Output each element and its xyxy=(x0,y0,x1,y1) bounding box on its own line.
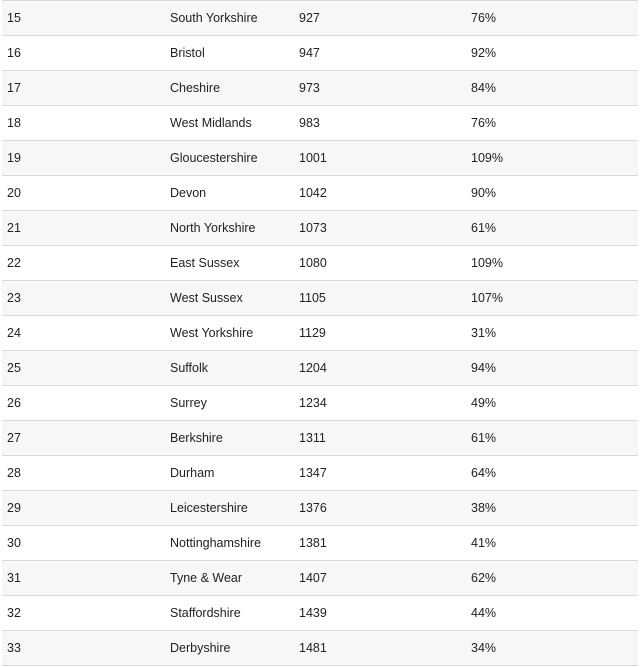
county-cell: East Sussex xyxy=(170,256,240,270)
percent-cell: 61% xyxy=(471,431,497,445)
number-cell: 947 xyxy=(299,46,320,60)
rank-cell: 27 xyxy=(7,431,21,445)
rank-cell: 26 xyxy=(7,396,21,410)
county-cell: West Yorkshire xyxy=(170,326,254,340)
number-cell: 1439 xyxy=(299,606,327,620)
county-cell: Nottinghamshire xyxy=(170,536,262,550)
number-cell: 1073 xyxy=(299,221,327,235)
number-cell: 1311 xyxy=(299,431,326,445)
percent-cell: 109% xyxy=(471,151,503,165)
number-cell: 983 xyxy=(299,116,320,130)
rank-cell: 17 xyxy=(7,81,21,95)
table-row xyxy=(2,596,638,631)
percent-cell: 107% xyxy=(471,291,503,305)
rank-cell: 21 xyxy=(7,221,21,235)
county-cell: Devon xyxy=(170,186,207,200)
rank-cell: 24 xyxy=(7,326,21,340)
rank-cell: 20 xyxy=(7,186,21,200)
number-cell: 1481 xyxy=(299,641,327,655)
number-cell: 1204 xyxy=(299,361,327,375)
county-cell: Staffordshire xyxy=(170,606,241,620)
number-cell: 973 xyxy=(299,81,320,95)
percent-cell: 109% xyxy=(471,256,503,270)
rank-cell: 23 xyxy=(7,291,21,305)
rank-cell: 25 xyxy=(7,361,21,375)
table-row xyxy=(2,176,638,211)
table-row xyxy=(2,421,638,456)
county-cell: Surrey xyxy=(170,396,207,410)
county-cell: West Midlands xyxy=(170,116,252,130)
county-cell: Gloucestershire xyxy=(170,151,258,165)
table-row xyxy=(2,106,638,141)
county-cell: North Yorkshire xyxy=(170,221,256,235)
percent-cell: 64% xyxy=(471,466,497,480)
number-cell: 1129 xyxy=(299,326,326,340)
rank-cell: 18 xyxy=(7,116,21,130)
county-cell: West Sussex xyxy=(170,291,243,305)
rank-cell: 15 xyxy=(7,11,21,25)
percent-cell: 90% xyxy=(471,186,497,200)
percent-cell: 49% xyxy=(471,396,497,410)
percent-cell: 76% xyxy=(471,116,497,130)
county-cell: Leicestershire xyxy=(170,501,248,515)
percent-cell: 94% xyxy=(471,361,497,375)
number-cell: 1001 xyxy=(299,151,327,165)
county-cell: Berkshire xyxy=(170,431,223,445)
number-cell: 1080 xyxy=(299,256,327,270)
table-row xyxy=(2,631,638,666)
table-row xyxy=(2,351,638,386)
table-row xyxy=(2,456,638,491)
number-cell: 1105 xyxy=(299,291,326,305)
table-row xyxy=(2,246,638,281)
rank-cell: 32 xyxy=(7,606,21,620)
table-row xyxy=(2,211,638,246)
rank-cell: 28 xyxy=(7,466,21,480)
table-row xyxy=(2,561,638,596)
table-row xyxy=(2,141,638,176)
county-cell: Cheshire xyxy=(170,81,221,95)
percent-cell: 34% xyxy=(471,641,497,655)
table-row xyxy=(2,491,638,526)
table-row xyxy=(2,386,638,421)
rank-cell: 29 xyxy=(7,501,21,515)
county-cell: South Yorkshire xyxy=(170,11,258,25)
rank-cell: 22 xyxy=(7,256,21,270)
rank-cell: 31 xyxy=(7,571,21,585)
rank-cell: 33 xyxy=(7,641,21,655)
percent-cell: 76% xyxy=(471,11,497,25)
table-row xyxy=(2,316,638,351)
table-row xyxy=(2,281,638,316)
table-row xyxy=(2,71,638,106)
county-cell: Suffolk xyxy=(170,361,208,375)
percent-cell: 41% xyxy=(471,536,497,550)
rank-cell: 16 xyxy=(7,46,21,60)
number-cell: 1042 xyxy=(299,186,327,200)
number-cell: 1376 xyxy=(299,501,327,515)
number-cell: 927 xyxy=(299,11,320,25)
number-cell: 1234 xyxy=(299,396,327,410)
percent-cell: 31% xyxy=(471,326,497,340)
table-row xyxy=(2,526,638,561)
percent-cell: 44% xyxy=(471,606,497,620)
table-row xyxy=(2,1,638,36)
rank-cell: 19 xyxy=(7,151,21,165)
county-cell: Derbyshire xyxy=(170,641,231,655)
county-cell: Bristol xyxy=(170,46,205,60)
rank-cell: 30 xyxy=(7,536,21,550)
percent-cell: 92% xyxy=(471,46,497,60)
percent-cell: 62% xyxy=(471,571,497,585)
percent-cell: 61% xyxy=(471,221,497,235)
percent-cell: 84% xyxy=(471,81,497,95)
county-cell: Tyne & Wear xyxy=(170,571,243,585)
table-row xyxy=(2,36,638,71)
percent-cell: 38% xyxy=(471,501,497,515)
ranking-table xyxy=(2,0,638,666)
county-cell: Durham xyxy=(170,466,215,480)
number-cell: 1347 xyxy=(299,466,327,480)
number-cell: 1407 xyxy=(299,571,327,585)
number-cell: 1381 xyxy=(299,536,327,550)
